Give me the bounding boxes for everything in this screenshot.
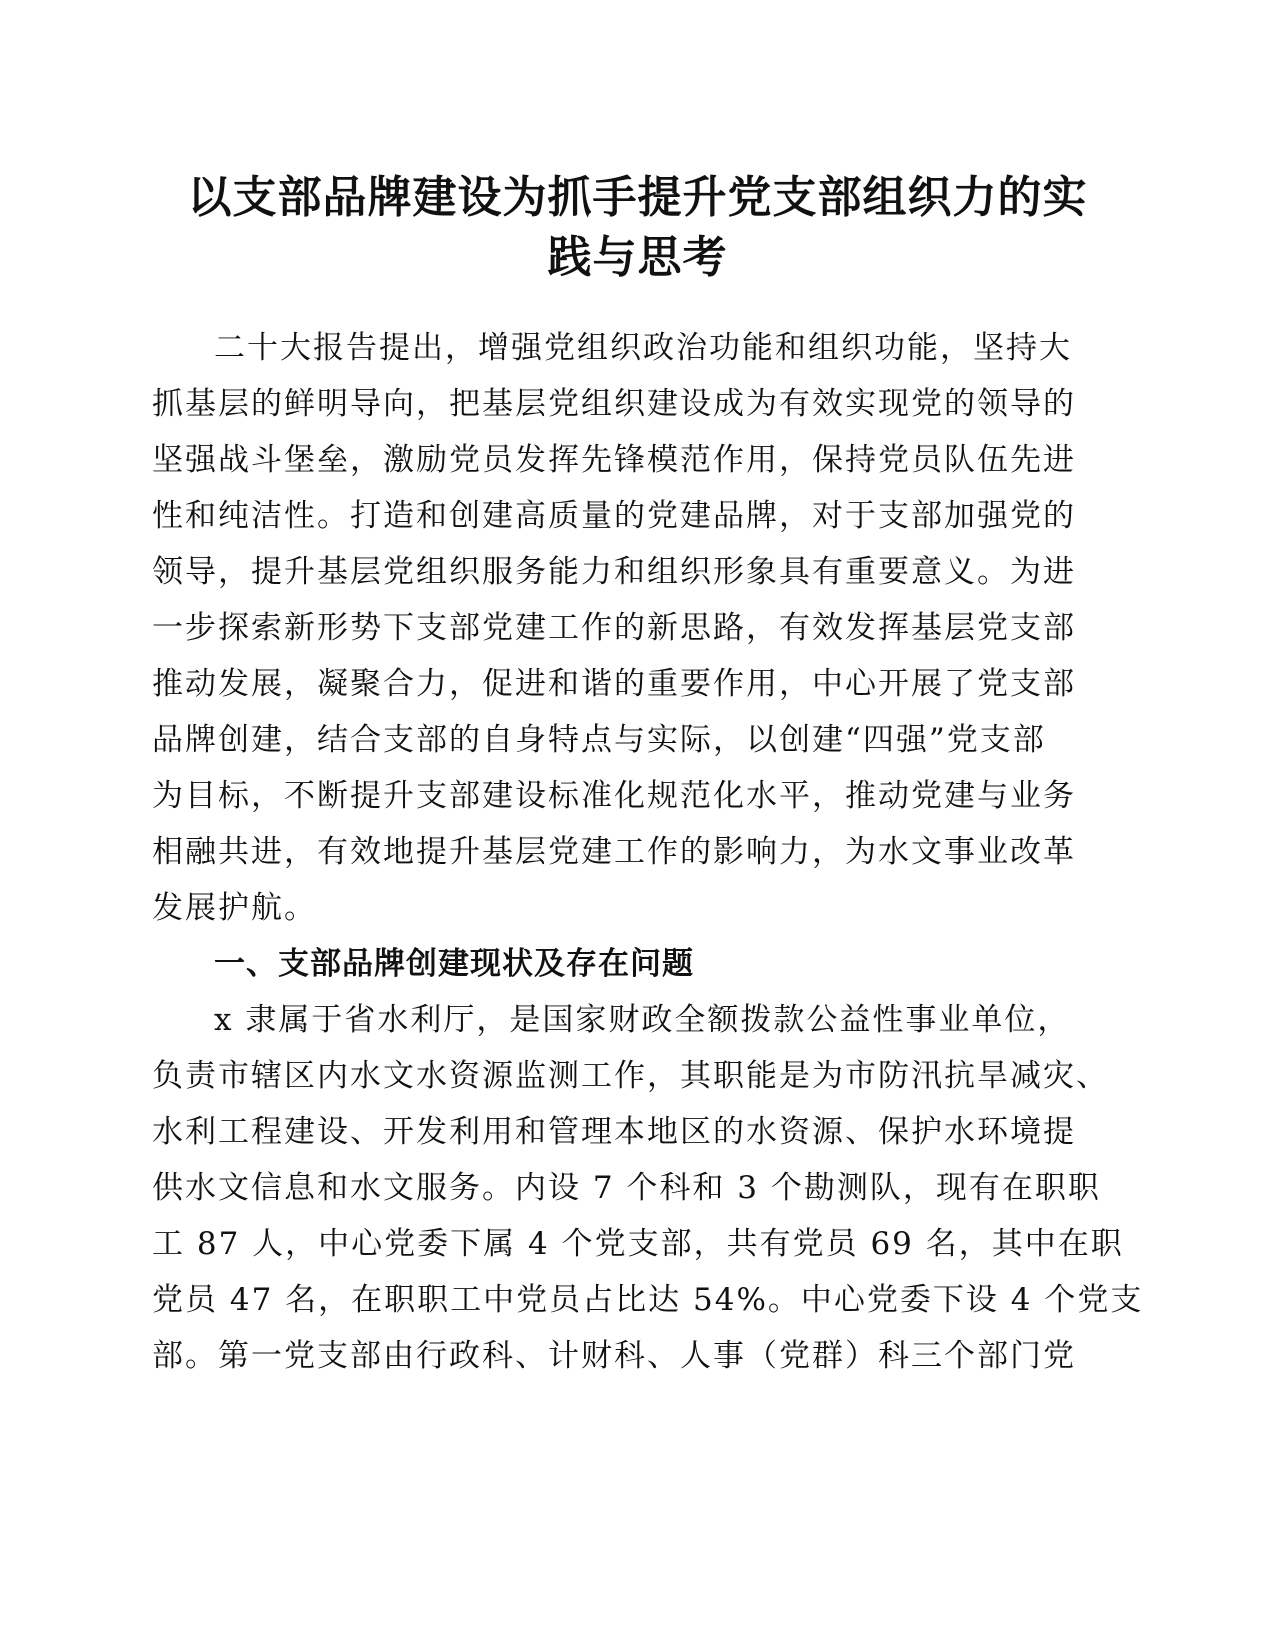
paragraph-line: 工 87 人，中心党委下属 4 个党支部，共有党员 69 名，其中在职: [152, 1226, 1124, 1262]
paragraph-line: 党员 47 名，在职职工中党员占比达 54%。中心党委下设 4 个党支: [152, 1282, 1144, 1318]
document-title: [140, 168, 1135, 288]
section-heading: 一、支部品牌创建现状及存在问题: [214, 946, 694, 982]
paragraph-line: 为目标，不断提升支部建设标准化规范化水平，推动党建与业务: [152, 778, 1076, 814]
paragraph-line: 发展护航。: [152, 890, 317, 926]
paragraph-line: 坚强战斗堡垒，激励党员发挥先锋模范作用，保持党员队伍先进: [152, 442, 1076, 478]
paragraph-line: 相融共进，有效地提升基层党建工作的影响力，为水文事业改革: [152, 834, 1076, 870]
paragraph-line: 一步探索新形势下支部党建工作的新思路，有效发挥基层党支部: [152, 610, 1076, 646]
paragraph-line: 领导，提升基层党组织服务能力和组织形象具有重要意义。为进: [152, 554, 1076, 590]
paragraph-line: 供水文信息和水文服务。内设 7 个科和 3 个勘测队，现有在职职: [152, 1170, 1101, 1206]
paragraph-line: 品牌创建，结合支部的自身特点与实际，以创建“四强”党支部: [152, 722, 1046, 758]
paragraph-line: 性和纯洁性。打造和创建高质量的党建品牌，对于支部加强党的: [152, 498, 1076, 534]
paragraph-line: 推动发展，凝聚合力，促进和谐的重要作用，中心开展了党支部: [152, 666, 1076, 702]
paragraph-line: 部。第一党支部由行政科、计财科、人事（党群）科三个部门党: [152, 1338, 1076, 1374]
paragraph-line: 抓基层的鲜明导向，把基层党组织建设成为有效实现党的领导的: [152, 386, 1076, 422]
paragraph-line: 负责市辖区内水文水资源监测工作，其职能是为市防汛抗旱减灾、: [152, 1058, 1109, 1094]
title-line: 践与思考: [547, 232, 728, 283]
paragraph-line: x 隶属于省水利厅，是国家财政全额拨款公益性事业单位，: [214, 1002, 1071, 1038]
paragraph-line: 二十大报告提出，增强党组织政治功能和组织功能，坚持大: [214, 330, 1072, 366]
paragraph-line: 水利工程建设、开发利用和管理本地区的水资源、保护水环境提: [152, 1114, 1076, 1150]
title-line: 以支部品牌建设为抓手提升党支部组织力的实: [187, 172, 1088, 223]
